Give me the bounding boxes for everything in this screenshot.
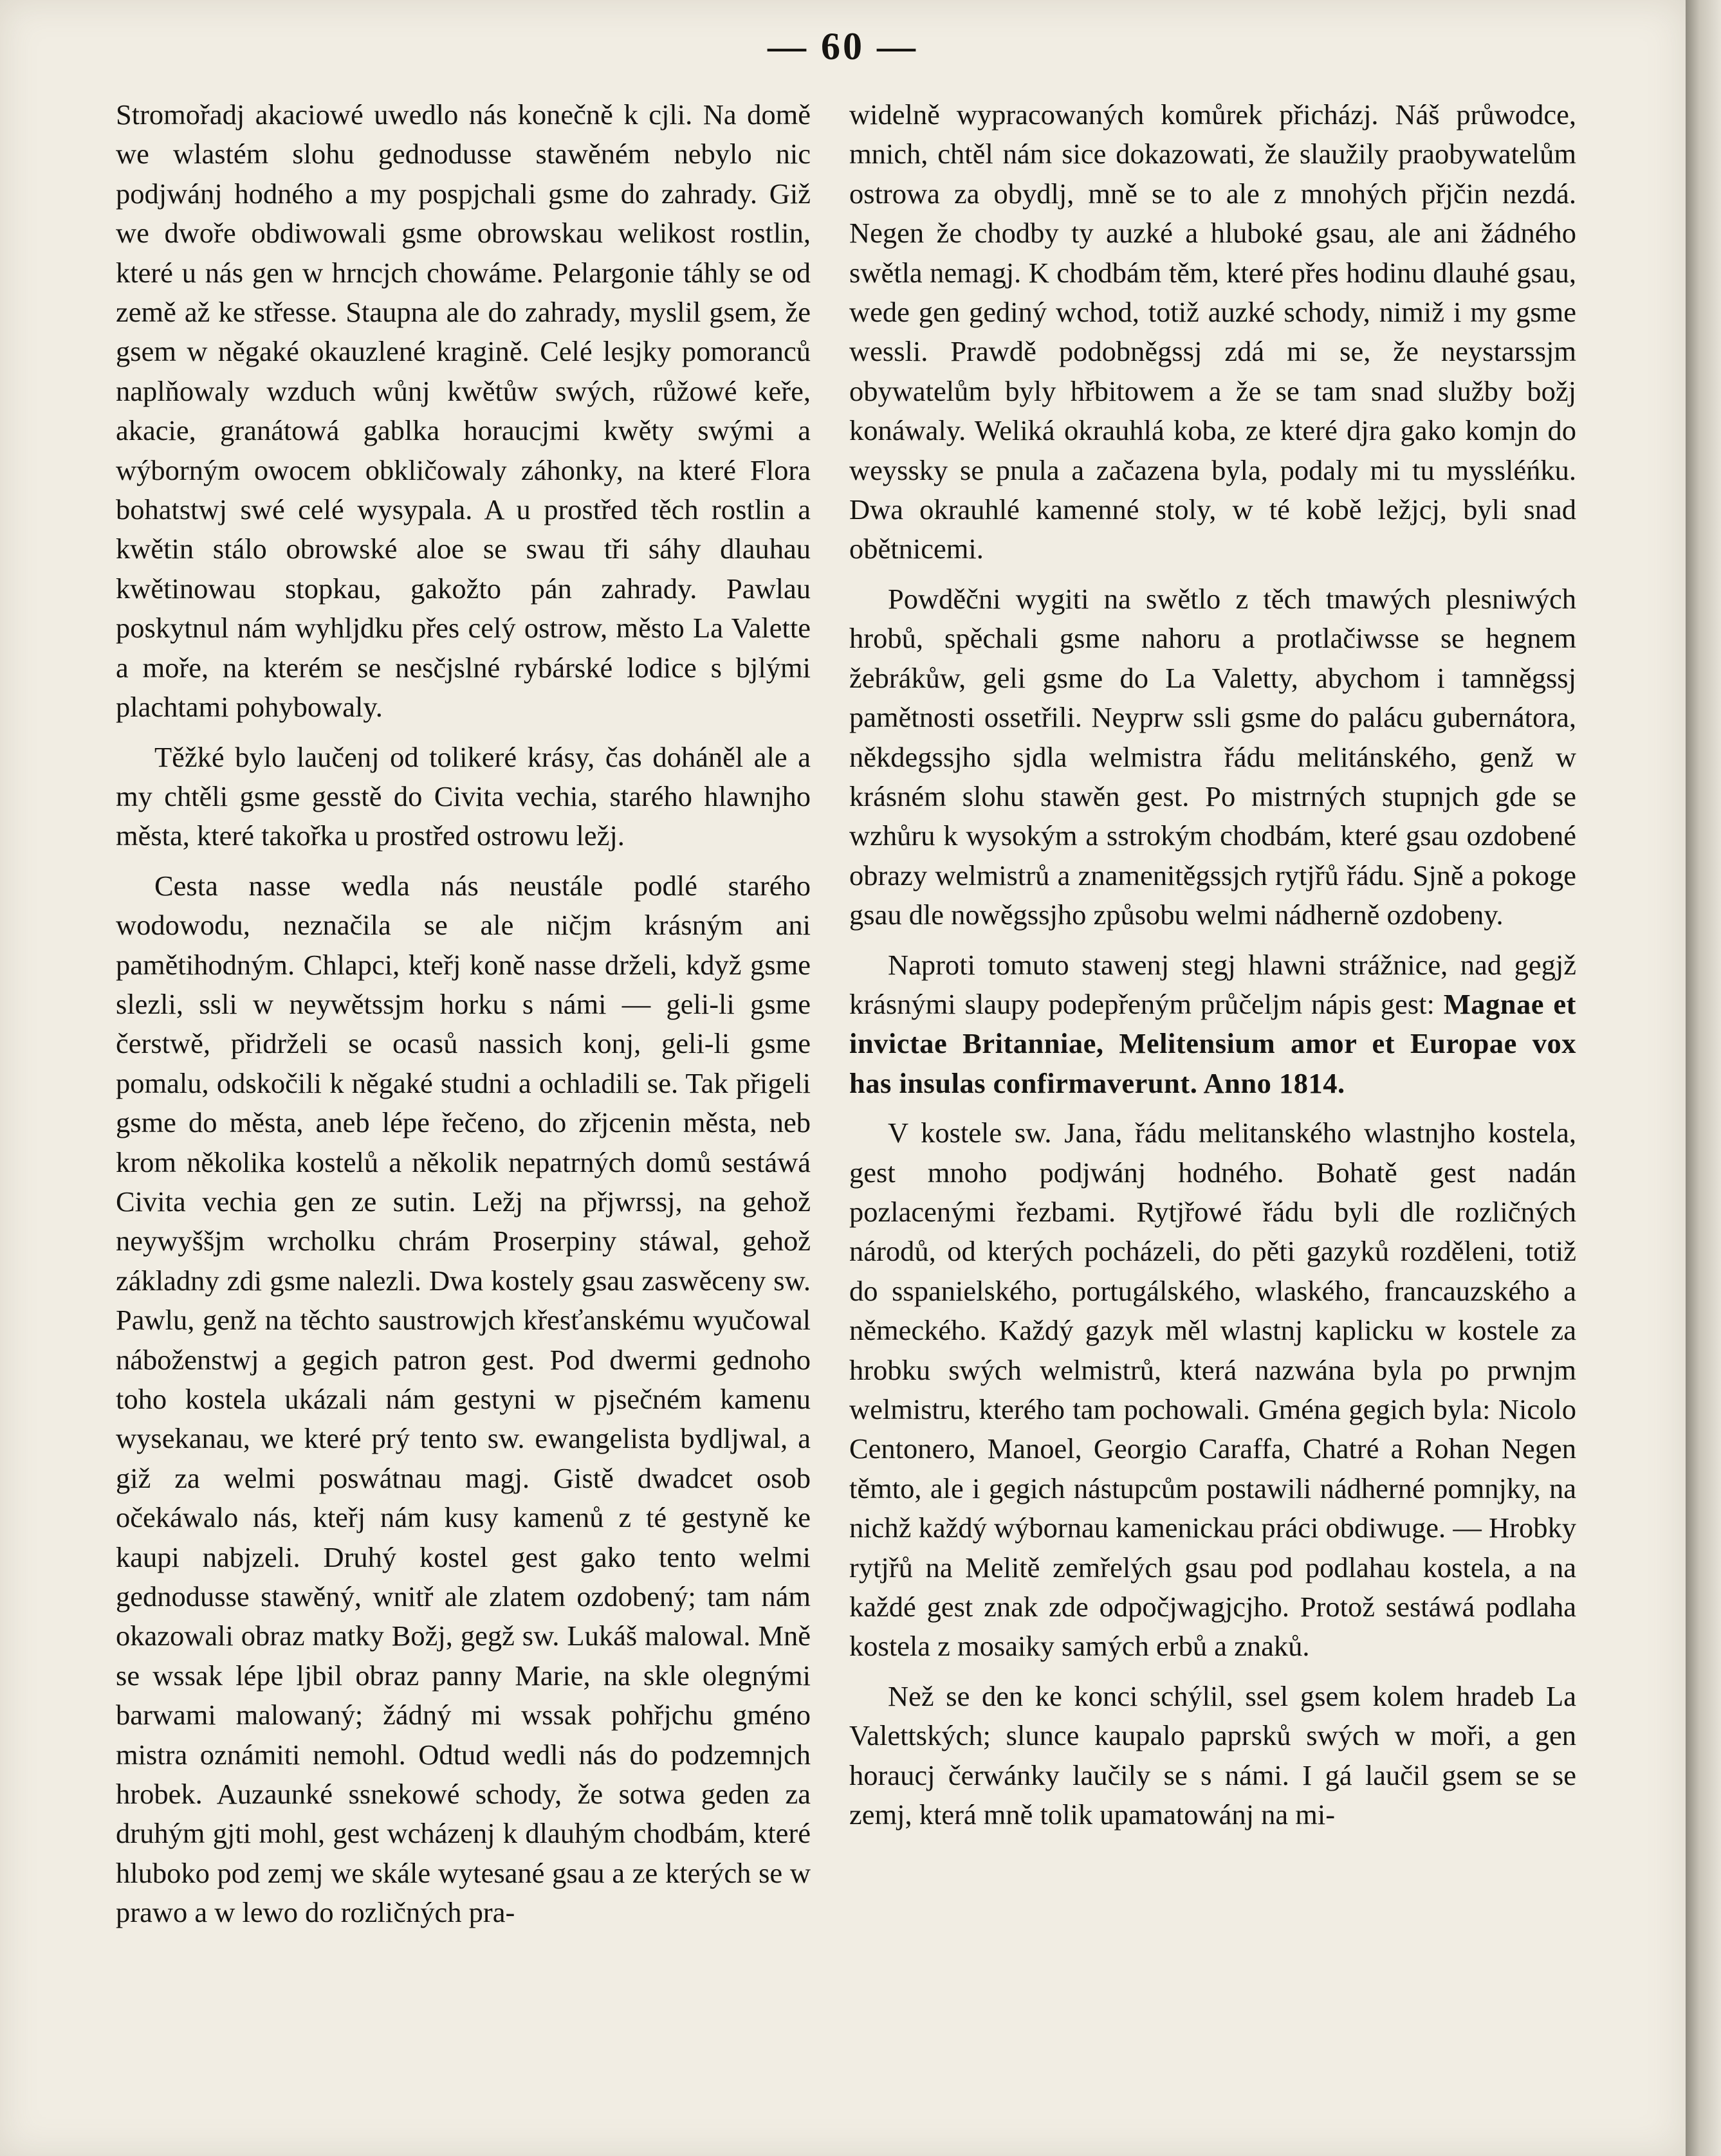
paragraph-catacombs: widelně wypracowaných komůrek přicházj. Náš průwodce, mnich, chtěl nám sice dokazowati, že slaužily praobywatelům ostrowa za obydlj, mně se to ale z mnohých přjčin nezdá. Negen že chodby ty auzké a hluboké gsau, ale ani žádného swětla nemagj. K chodbám těm, které přes hodinu dlauhé gsau, wede gen gediný wchod, totiž auzké schody, nimiž i my gsme wessli. Prawdě podobněgssj zdá mi se, že neystarssjm obywatelům byly hřbitowem a že se tam snad služby božj konáwaly. Weliká okrauhlá koba, ze které djra gako komjn do weyssky se pnula a začazena byla, podaly mi tu myssléńku. Dwa okrauhlé kamenné stoly, w té kobě ležjcj, byli snad obětnicemi.	[849, 98, 1576, 565]
page-number: — 60 —	[768, 25, 918, 68]
right-column	[849, 95, 1576, 1834]
latin-inscription: Magnae et invictae Britanniae, Melitensium amor et Europae vox has insulas confirmaverunt. Anno 1814.	[849, 987, 1577, 1099]
paragraph-civita-vechia: Těžké bylo laučenj od tolikeré krásy, čas doháněl ale a my chtěli gsme gesstě do Civita vechia, starého hlawnjho města, které takořka u prostřed ostrowu ležj.	[116, 740, 811, 852]
page-edge	[1686, 0, 1721, 2156]
left-column	[116, 95, 811, 1933]
paragraph-journey: Cesta nasse wedla nás neustále podlé starého wodowodu, neznačila se ale ničjm krásným ani pamětihodným. Chlapci, kteřj koně nasse drželi, když gsme slezli, ssli w neywětssjm horku s námi — geli-li gsme čerstwě, přidrželi se ocasů nassich konj, geli-li gsme pomalu, odskočili k něgaké studni a ochladili se. Tak přigeli gsme do města, aneb lépe řečeno, do zřjcenin města, neb krom několika kostelů a několik nepatrných domů sestáwá Civita vechia gen ze sutin. Ležj na přjwrssj, na gehož neywyššjm wrcholku chrám Proserpiny stáwal, gehož základny zdi gsme nalezli. Dwa kostely gsau zaswěceny sw. Pawlu, genž na těchto saustrowjch křesťanskému wyučowal náboženstwj a gegich patron gest. Pod dwermi gednoho toho kostela ukázali nám gestyni w pjsečném kamenu wysekanau, we které prý tento sw. ewangelista bydljwal, a giž za welmi poswátnau magj. Gistě dwadcet osob očekáwalo nás, kteřj nám kusy kamenů z té gestyně ke kaupi nabjzeli. Druhý kostel gest gako tento welmi gednodusse stawěný, wnitř ale zlatem ozdobený; tam nám okazowali obraz matky Božj, gegž sw. Lukáš malowal. Mně se wssak lépe ljbil obraz panny Marie, na skle olegnými barwami malowaný; žádný mi wssak pohřjchu gméno mistra oznámiti nemohl. Odtud wedli nás do podzemnjch hrobek. Auzaunké ssnekowé schody, že sotwa geden za druhým gjti mohl, gest wcházenj k dlauhým chodbám, které hluboko pod zemj we skále wytesané gsau a ze kterých se w prawo a w lewo do rozličných pra-	[116, 869, 811, 1929]
paragraph-sunset: Než se den ke konci schýlil, ssel gsem kolem hradeb La Valettských; slunce kaupalo paprsků swých w moři, a gen horaucj čerwánky laučily se s námi. I gá laučil gsem se se zemj, která mně tolik upamatowánj na mi-	[849, 1679, 1576, 1831]
paragraph-guardhouse	[849, 946, 1576, 1104]
paragraph-gardens: Stromořadj akaciowé uwedlo nás konečně k cjli. Na domě we wlastém slohu gednodusse stawěném nebylo nic podjwánj hodného a my pospjchali gsme do zahrady. Giž we dwoře obdiwowali gsme obrowskau welikost rostlin, které u nás gen w hrncjch chowáme. Pelargonie táhly se od země až ke střesse. Staupna ale do zahrady, myslil gsem, že gsem w něgaké okauzlené kragině. Celé lesjky pomoranců naplňowaly wzduch wůnj kwětůw swých, růžowé keře, akacie, granátowá gablka horaucjmi kwěty swými a wýborným owocem obkličowaly záhonky, na které Flora bohatstwj swé celé wysypala. A u prostřed těch rostlin a kwětin stálo obrowské aloe se swau tři sáhy dlauhau kwětinowau stopkau, gakožto pán zahrady. Pawlau poskytnul nám wyhljdku přes celý ostrow, město La Valette a moře, na kterém se nesčjslné rybárské lodice s bjlými plachtami pohybowaly.	[116, 98, 811, 724]
guardhouse-text: Naproti tomuto stawenj stegj hlawni strážnice, nad gegjž krásnými slaupy podepřeným průčeljm nápis gest:	[849, 948, 1576, 1020]
paragraph-la-valetta: Powděčni wygiti na swětlo z těch tmawých plesniwých hrobů, spěchali gsme nahoru a protlačiwsse se hegnem žebrákůw, geli gsme do La Valetty, abychom i tamněgssj pamětnosti ossetřili. Neyprw ssli gsme do palácu gubernátora, někdegssjho sjdla welmistra řádu melitánského, genž w krásném slohu stawěn gest. Po mistrných stupnjch gde se wzhůru k wysokým a sstrokým chodbám, které gsau ozdobené obrazy welmistrů a znamenitěgssjch rytjřů řádu. Sjně a pokoge gsau dle nowěgssjho způsobu welmi nádherně ozdobeny.	[849, 582, 1576, 931]
paragraph-st-john-church: V kostele sw. Jana, řádu melitanského wlastnjho kostela, gest mnoho podjwánj hodného. Bohatě gest nadán pozlacenými řezbami. Rytjřowé řádu byli dle rozličných národů, od kterých pocházeli, do pěti gazyků rozděleni, totiž do sspanielského, portugálského, wlaského, francauzského a německého. Každý gazyk měl wlastnj kaplicku w kostele za hrobku swých welmistrů, která nazwána byla po prwnjm welmistru, kterého tam pochowali. Gména gegich byla: Nicolo Centonero, Manoel, Georgio Caraffa, Chatré a Rohan Negen těmto, ale i gegich nástupcům postawili nádherné pomnjky, na nichž každý wýbornau kamenickau práci obdiwuge. — Hrobky rytjřů na Melitě zemřelých gsau pod podlahau kostela, a na každé gest znak zde odpočjwagjcjho. Protož sestáwá podlaha kostela z mosaiky samých erbů a znaků.	[849, 1117, 1576, 1663]
